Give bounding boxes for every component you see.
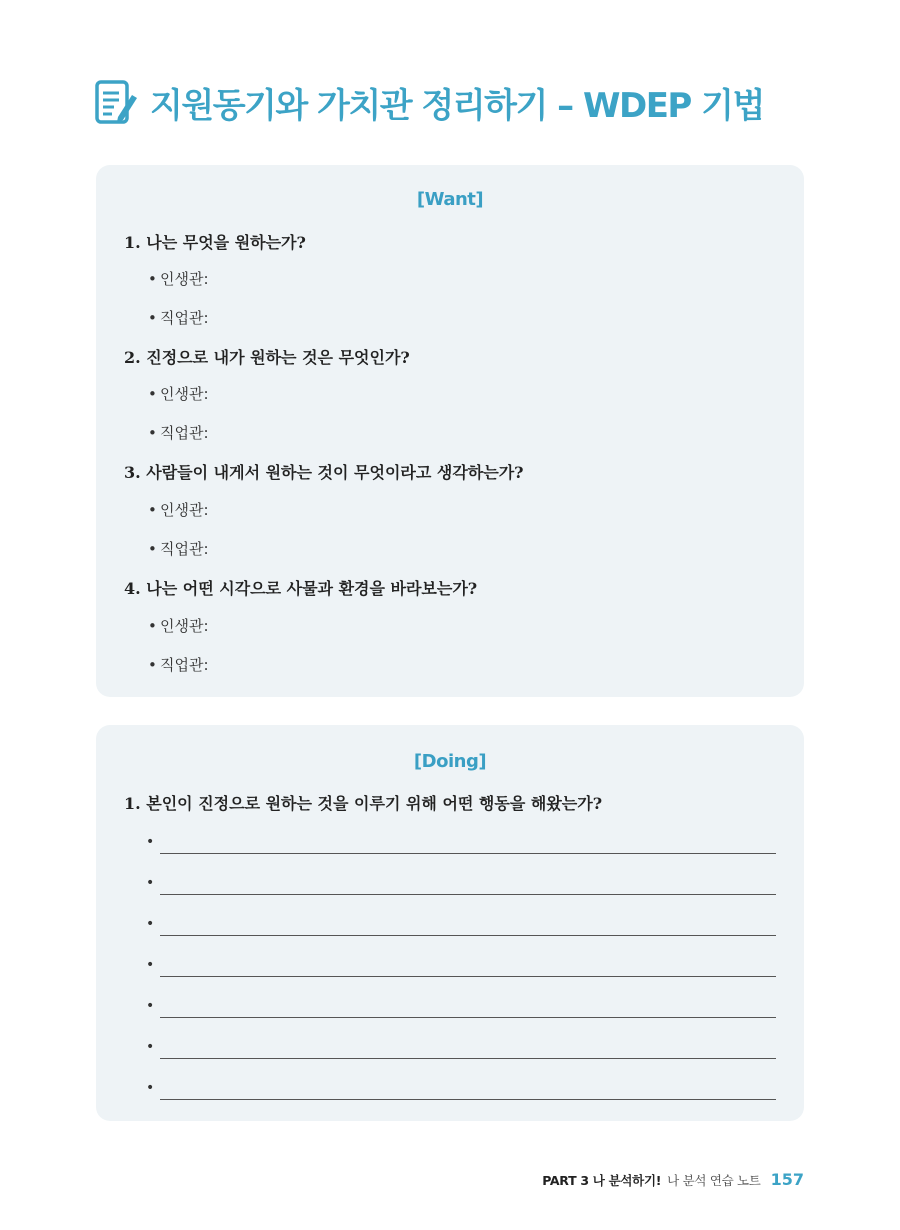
doing-answer-line-5[interactable]: • — [146, 996, 776, 1018]
doing-answer-line-7[interactable]: • — [146, 1078, 776, 1100]
document-pencil-icon — [94, 79, 138, 127]
want-q3-life-view: • 인생관: — [148, 501, 209, 519]
doing-answer-line-1[interactable]: • — [146, 832, 776, 854]
doing-answer-line-2[interactable]: • — [146, 873, 776, 895]
page-title: 지원동기와 가치관 정리하기 – WDEP 기법 — [150, 86, 764, 126]
page-number: 157 — [770, 1170, 804, 1189]
want-question-2: 2. 진정으로 내가 원하는 것은 무엇인가? — [124, 348, 410, 367]
footer-subtitle: 나 분석 연습 노트 — [667, 1173, 761, 1188]
want-q2-job-view: • 직업관: — [148, 424, 209, 442]
want-q1-job-view: • 직업관: — [148, 309, 209, 327]
want-q4-job-view: • 직업관: — [148, 656, 209, 674]
doing-heading: [Doing] — [413, 751, 487, 772]
doing-question-1: 1. 본인이 진정으로 원하는 것을 이루기 위해 어떤 행동을 해왔는가? — [124, 794, 603, 813]
want-q3-job-view: • 직업관: — [148, 540, 209, 558]
want-question-1: 1. 나는 무엇을 원하는가? — [124, 233, 306, 252]
footer-part-label: PART 3 나 분석하기! — [542, 1173, 662, 1188]
doing-answer-line-6[interactable]: • — [146, 1037, 776, 1059]
want-heading: [Want] — [416, 189, 484, 210]
want-q4-life-view: • 인생관: — [148, 617, 209, 635]
want-question-4: 4. 나는 어떤 시각으로 사물과 환경을 바라보는가? — [124, 579, 478, 598]
doing-answer-line-3[interactable]: • — [146, 914, 776, 936]
want-section — [96, 165, 804, 697]
doing-section — [96, 725, 804, 1121]
want-q1-life-view: • 인생관: — [148, 270, 209, 288]
page-footer — [542, 1170, 804, 1189]
want-q2-life-view: • 인생관: — [148, 385, 209, 403]
doing-answer-line-4[interactable]: • — [146, 955, 776, 977]
title-area — [94, 78, 764, 127]
want-question-3: 3. 사람들이 내게서 원하는 것이 무엇이라고 생각하는가? — [124, 463, 524, 482]
